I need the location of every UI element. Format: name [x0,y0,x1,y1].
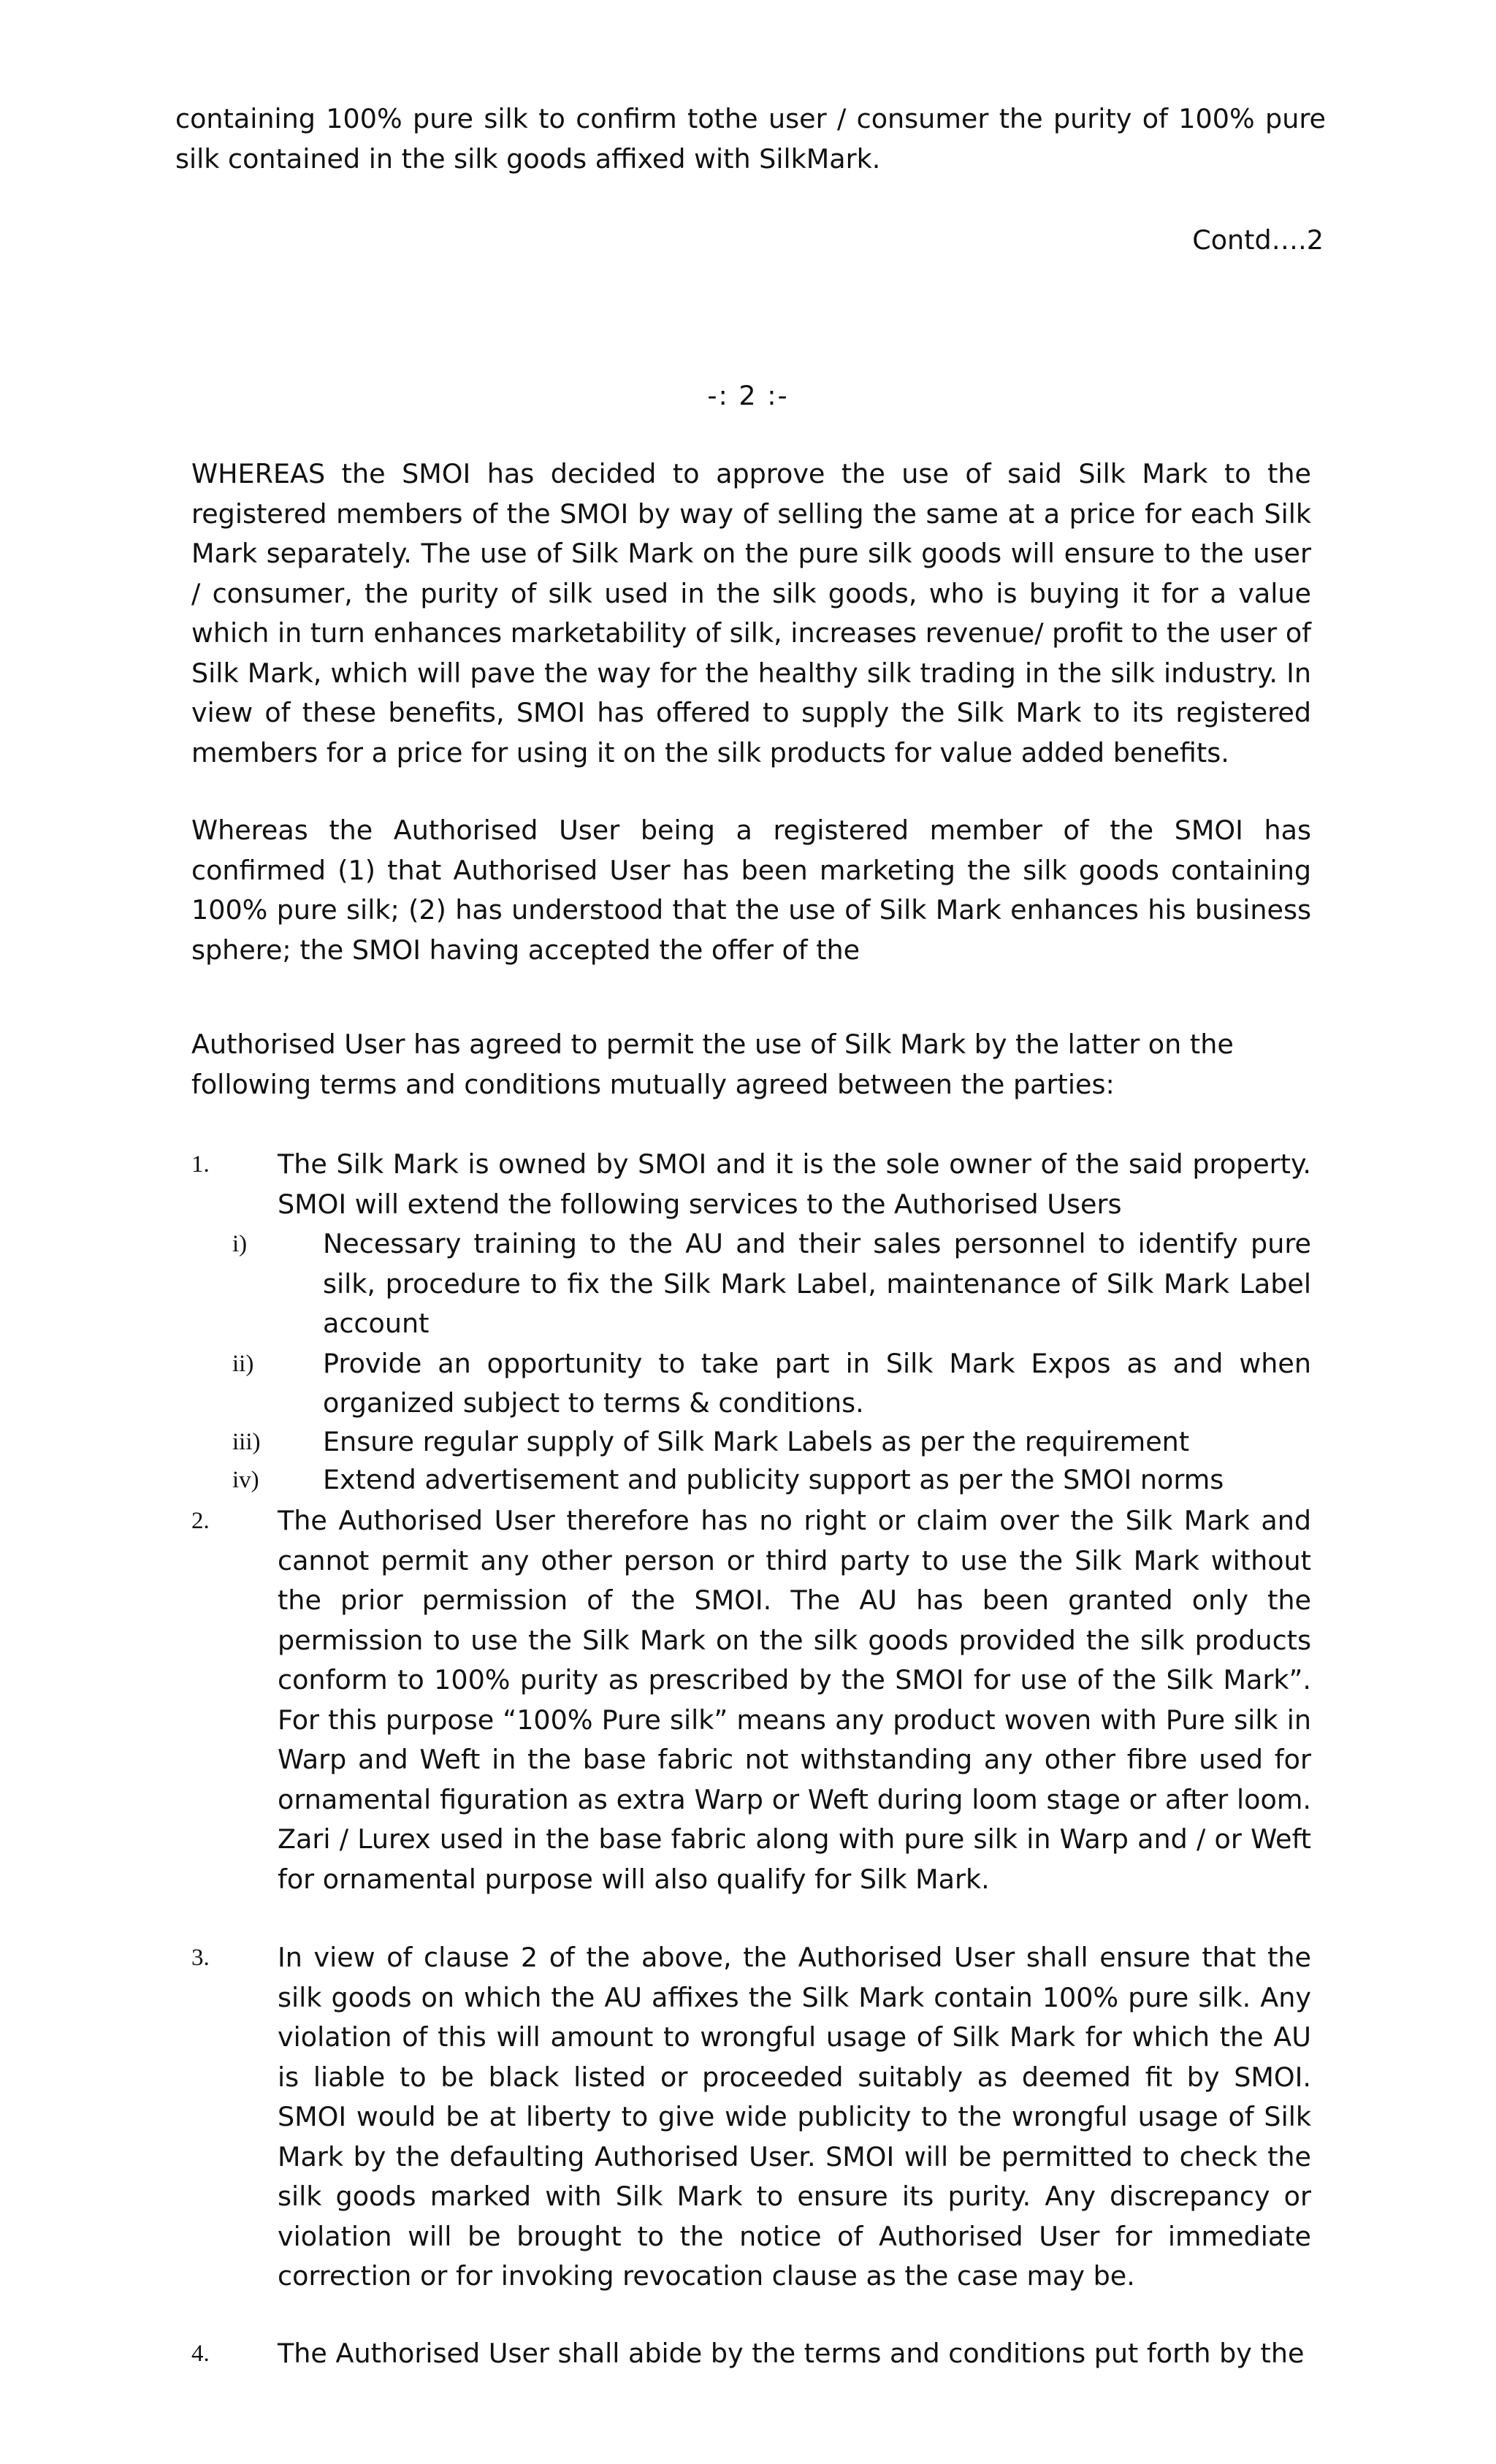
clause-4 [191,2334,1311,2374]
clause-3 [191,1938,1311,2297]
list-item-number: ii) [232,1350,254,1377]
clause-number: 1. [191,1151,210,1178]
whereas-paragraph-1: WHEREAS the SMOI has decided to approve the use of said Silk Mark to the registered members of the SMOI by way of selling the same at a price for each Silk Mark separately. The use of Silk Mark on the pure silk goods will ensure to the user / consumer, the purity of silk used in the silk goods, who is buying it for a value which in turn enhances marketability of silk, increases revenue/ profit to the user of Silk Mark, which will pave the way for the healthy silk trading in the silk industry. In view of these benefits, SMOI has offered to supply the Silk Mark to its registered members for a price for using it on the silk products for value added benefits. [191,458,1311,768]
list-item-text: Necessary training to the AU and their sales personnel to identify pure silk, procedure to fix the Silk Mark Label, maintenance of Silk Mark Label account [323,1228,1311,1339]
list-item [232,1460,1311,1500]
list-item [232,1224,1311,1344]
list-item-text: Extend advertisement and publicity support as per the SMOI norms [323,1463,1224,1495]
list-item-text: Provide an opportunity to take part in Silk Mark Expos as and when organized subject to terms & conditions. [323,1347,1311,1419]
list-item [232,1424,1311,1460]
clause-2 [191,1501,1311,1899]
clause-number: 2. [191,1508,210,1534]
clause-1 [191,1145,1311,1500]
agreement-intro-paragraph: Authorised User has agreed to permit the use of Silk Mark by the latter on the following terms and conditions mutually agreed between the parties: [191,1029,1234,1100]
list-item-number: iv) [232,1466,259,1493]
list-item-text: Ensure regular supply of Silk Mark Labels as per the requirement [323,1425,1190,1457]
whereas-paragraph-2: Whereas the Authorised User being a registered member of the SMOI has confirmed (1) that Authorised User has been marketing the silk goods containing 100% pure silk; (2) has understood that the use of Silk Mark enhances his business sphere; the SMOI having accepted the offer of the [191,815,1311,966]
clause-number: 3. [191,1945,210,1971]
clause-text: The Authorised User shall abide by the terms and conditions put forth by the [278,2338,1305,2369]
page-number-marker: -: 2 :- [707,380,789,411]
clause-text: The Silk Mark is owned by SMOI and it is the sole owner of the said property. SMOI will extend the following services to the Authorised Users [278,1148,1311,1220]
list-item-number: iii) [232,1428,261,1455]
list-item-number: i) [232,1231,248,1257]
list-item [232,1344,1311,1424]
clause-number: 4. [191,2341,210,2367]
clause-text: The Authorised User therefore has no right or claim over the Silk Mark and cannot permit any other person or third party to use the Silk Mark without the prior permission of the SMOI. The AU has been granted only the permission to use the Silk Mark on the silk goods provided the silk products conform to 100% purity as prescribed by the SMOI for use of the Silk Mark”. For this purpose “100% Pure silk” means any product woven with Pure silk in Warp and Weft in the base fabric not withstanding any other fibre used for ornamental figuration as extra Warp or Weft during loom stage or after loom. Zari / Lurex used in the base fabric along with pure silk in Warp and / or Weft for ornamental purpose will also qualify for Silk Mark. [278,1505,1311,1895]
services-list [232,1224,1311,1500]
clause-text: In view of clause 2 of the above, the Authorised User shall ensure that the silk goods on which the AU affixes the Silk Mark contain 100% pure silk. Any violation of this will amount to wrongful usage of Silk Mark for which the AU is liable to be black listed or proceeded suitably as deemed fit by SMOI. SMOI would be at liberty to give wide publicity to the wrongful usage of Silk Mark by the defaulting Authorised User. SMOI will be permitted to check the silk goods marked with Silk Mark to ensure its purity. Any discrepancy or violation will be brought to the notice of Authorised User for immediate correction or for invoking revocation clause as the case may be. [278,1942,1311,2292]
continuation-note: Contd….2 [1192,224,1324,256]
intro-paragraph: containing 100% pure silk to confirm tothe user / consumer the purity of 100% pure silk contained in the silk goods affixed with SilkMark. [175,103,1326,175]
